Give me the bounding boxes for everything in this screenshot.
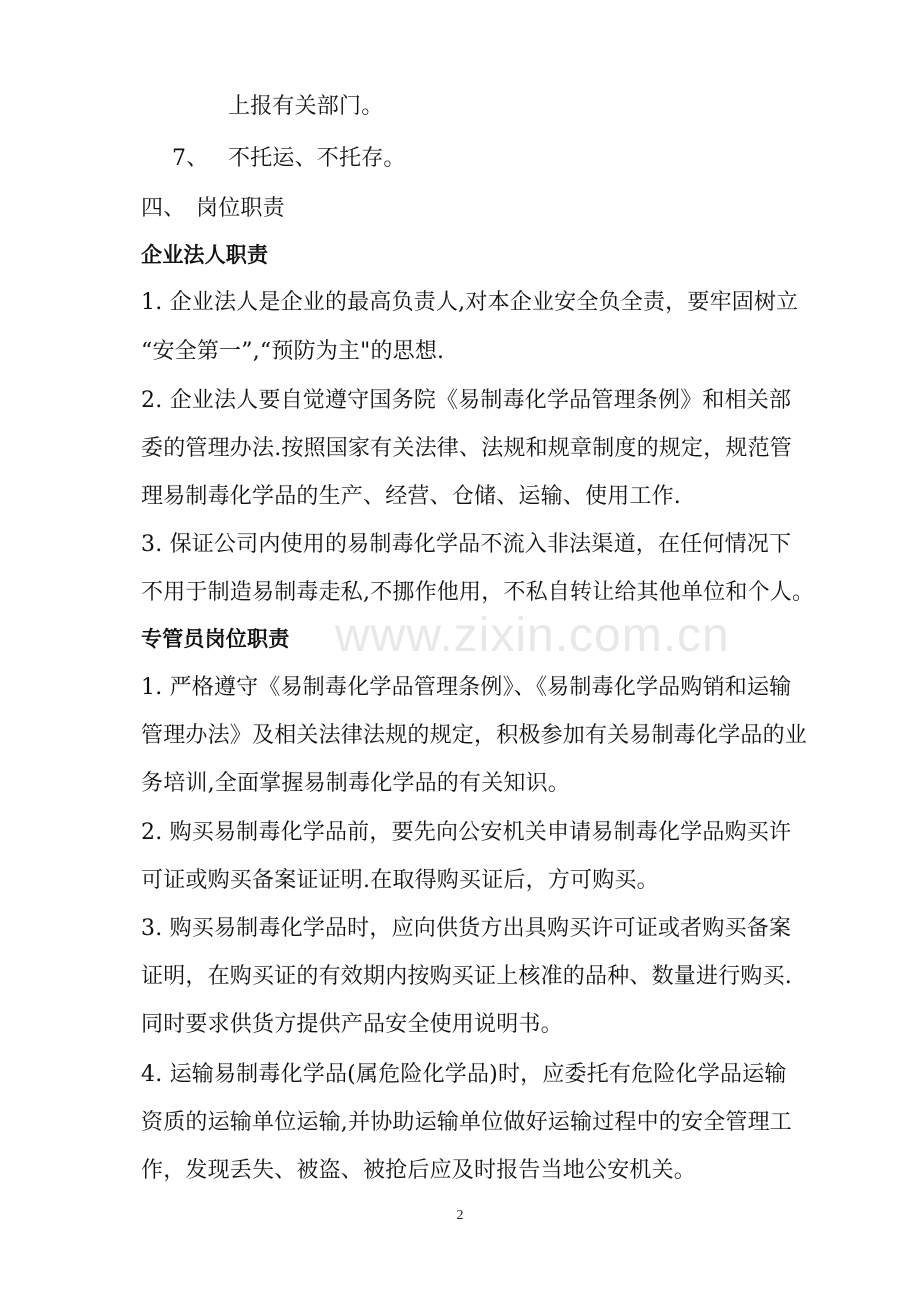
paragraph-line: 务培训,全面掌握易制毒化学品的有关知识。 bbox=[141, 771, 570, 796]
paragraph-line: 1. 企业法人是企业的最高负责人,对本企业安全负全责，要牢固树立 bbox=[141, 290, 799, 315]
section-number: 四、 bbox=[141, 196, 186, 221]
paragraph-line: 3. 购买易制毒化学品时，应向供货方出具购买许可证或者购买备案 bbox=[141, 916, 792, 941]
paragraph-line: 管理办法》及相关法律法规的规定，积极参加有关易制毒化学品的业 bbox=[141, 723, 808, 748]
paragraph-line: 委的管理办法.按照国家有关法律、法规和规章制度的规定，规范管 bbox=[141, 436, 792, 461]
text-line: 不托运、不托存。 bbox=[228, 146, 406, 171]
section-title: 岗位职责 bbox=[196, 196, 285, 221]
paragraph-line: 证明，在购买证的有效期内按购买证上核准的品种、数量进行购买. bbox=[141, 964, 792, 989]
paragraph-line: 1. 严格遵守《易制毒化学品管理条例》、《易制毒化学品购销和运输 bbox=[141, 675, 792, 700]
paragraph-line: “安全第一”,“预防为主"的思想. bbox=[141, 339, 445, 364]
watermark: www.zixin.com.cn bbox=[335, 609, 730, 662]
heading: 企业法人职责 bbox=[141, 243, 269, 267]
heading: 专管员岗位职责 bbox=[141, 627, 290, 651]
text-line: 上报有关部门。 bbox=[228, 94, 384, 119]
paragraph-line: 2. 企业法人要自觉遵守国务院《易制毒化学品管理条例》和相关部 bbox=[141, 388, 792, 413]
paragraph-line: 不用于制造易制毒走私,不挪作他用，不私自转让给其他单位和个人。 bbox=[141, 580, 815, 605]
paragraph-line: 作，发现丢失、被盗、被抢后应及时报告当地公安机关。 bbox=[141, 1158, 697, 1183]
paragraph-line: 2. 购买易制毒化学品前，要先向公安机关申请易制毒化学品购买许 bbox=[141, 820, 792, 845]
paragraph-line: 3. 保证公司内使用的易制毒化学品不流入非法渠道，在任何情况下 bbox=[141, 532, 792, 557]
list-number: 7、 bbox=[172, 146, 209, 171]
paragraph-line: 4. 运输易制毒化学品(属危险化学品)时，应委托有危险化学品运输 bbox=[141, 1062, 787, 1087]
paragraph-line: 理易制毒化学品的生产、经营、仓储、运输、使用工作. bbox=[141, 484, 681, 509]
paragraph-line: 资质的运输单位运输,并协助运输单位做好运输过程中的安全管理工 bbox=[141, 1110, 792, 1135]
page-number: 2 bbox=[456, 1208, 464, 1223]
paragraph-line: 可证或购买备案证证明.在取得购买证后，方可购买。 bbox=[141, 868, 659, 893]
paragraph-line: 同时要求供货方提供产品安全使用说明书。 bbox=[141, 1012, 563, 1037]
